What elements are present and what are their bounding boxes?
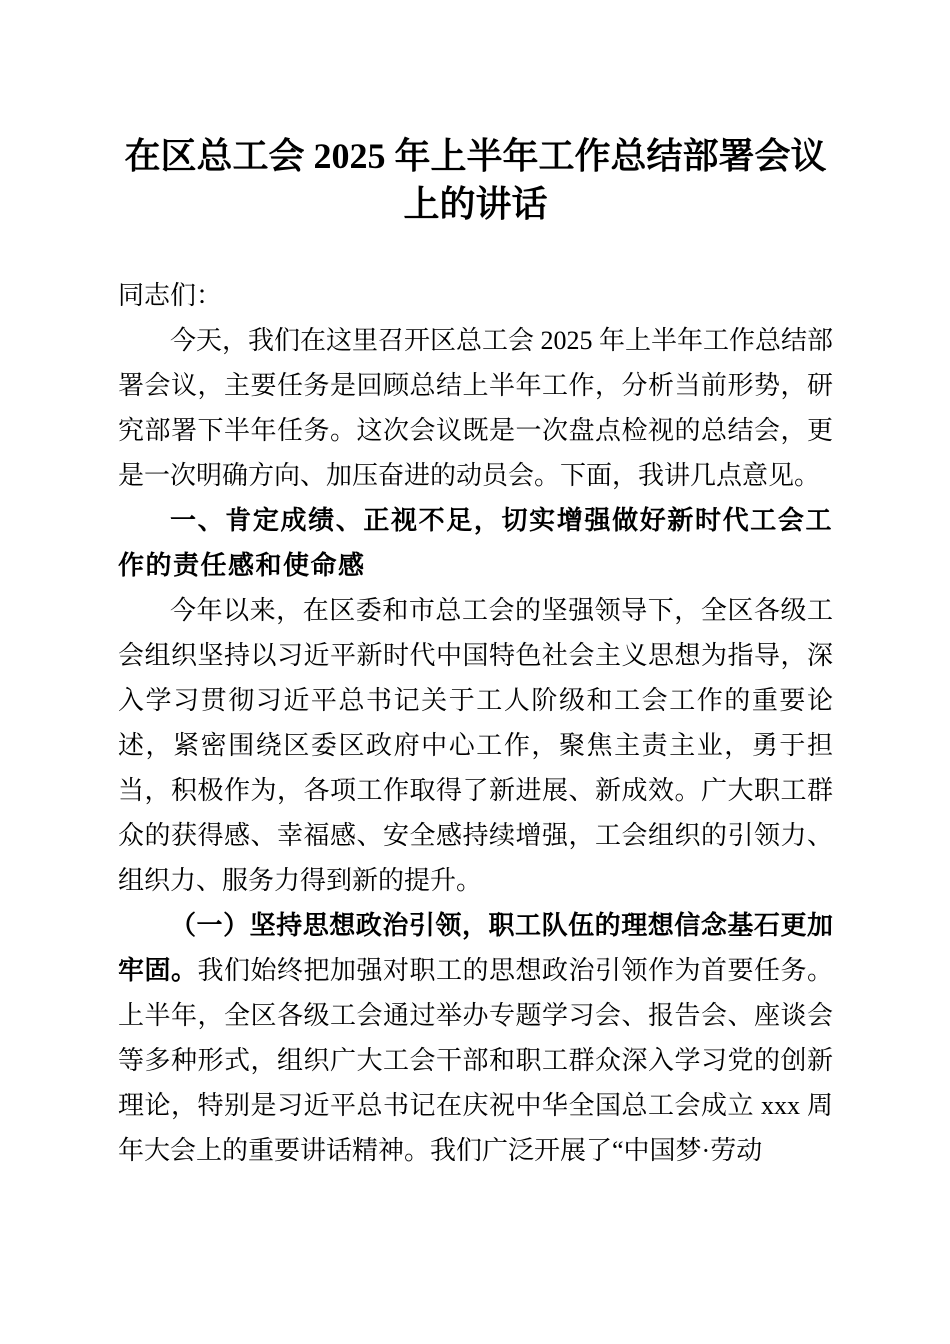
section-1-item-1-lead: （一）坚持思想政治引领，职工队伍的理想信念基石更加牢固。	[118, 911, 833, 985]
section-1-paragraph-1: 今年以来，在区委和市总工会的坚强领导下，全区各级工会组织坚持以习近平新时代中国特色社会主义思想为指导，深入学习贯彻习近平总书记关于工人阶级和工会工作的重要论述，紧密围绕区委区政府中心工作，聚焦主责主业，勇于担当，积极作为，各项工作取得了新进展、新成效。广大职工群众的获得感、幸福感、安全感持续增强，工会组织的引领力、组织力、服务力得到新的提升。	[118, 596, 833, 895]
section-1-item-1-text: 我们始终把加强对职工的思想政治引领作为首要任务。上半年，全区各级工会通过举办专题学习会、报告会、座谈会等多种形式，组织广大工会干部和职工群众深入学习党的创新理论，特别是习近平总书记在庆祝中华全国总工会成立 xxx 周年大会上的重要讲话精神。我们广泛开展了“中国梦·劳动	[118, 956, 833, 1165]
document-body	[118, 273, 833, 1173]
section-1-heading: 一、肯定成绩、正视不足，切实增强做好新时代工会工作的责任感和使命感	[118, 505, 833, 580]
intro-paragraph: 今天，我们在这里召开区总工会 2025 年上半年工作总结部署会议，主要任务是回顾总结上半年工作，分析当前形势，研究部署下半年任务。这次会议既是一次盘点检视的总结会，更是一次明确方向、加压奋进的动员会。下面，我讲几点意见。	[118, 326, 834, 490]
document-title: 在区总工会 2025 年上半年工作总结部署会议上的讲话	[124, 136, 827, 224]
salutation: 同志们：	[118, 281, 223, 310]
section-1-item-1-paragraph	[118, 903, 833, 1173]
